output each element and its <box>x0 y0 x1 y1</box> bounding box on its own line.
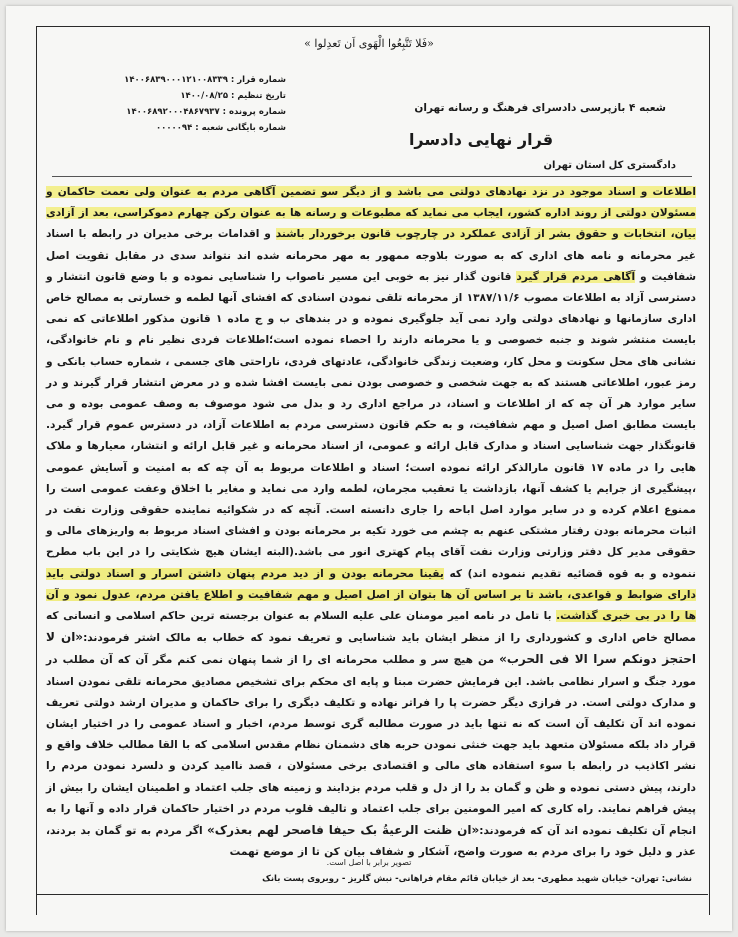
case-number: شماره پرونده : ۱۴۰۰۶۸۹۲۰۰۰۴۸۶۷۹۳۷ <box>126 107 286 117</box>
certified-copy-note: تصویر برابر با اصل است. <box>326 858 412 867</box>
body-text-segment: قانون گذار نیز به خوبی این مسیر ناصواب را شناسایی نموده و با وضع قانون انتشار و دسترسی آزاد به اطلاعات مصوب ۱۳۸۷/۱۱/۶ از محرمانه تلقی نمودن اسنادی که افشای آنها لطمه و خسارتی به مصالح خاص اداری سازمانها و نهادهای دولتی وارد نمی آید جلوگیری نموده و در بندهای ب و ج ماده ۱ قانون مذکور اطلاعاتی که نمی بایست منتشر شوند و جنبه خصوصی و یا محرمانه دارند را احصاء نموده است؛اطلاعات فردی نظیر نام و نام خانوادگی، نشانی های محل سکونت و محل کار، وضعیت زندگی خانوادگی، عادتهای فردی، ناراحتی های جسمی ، شماره حساب بانکی و رمز عبور، اطلاعاتی هستند که به جهت شخصی و خصوصی بودن نمی بایست افشا شده و در معرض انتشار قرار گیرند و در سایر موارد هر آن چه که از اطلاعات و اسناد، در مراجع اداری رد و بدل می شود موصوف به وصف عمومی بوده و می بایست مطابق اصل اصیل و مهم شفافیت، و به حکم قانون دسترسی مردم به اطلاعات آزاد، در دسترس عموم قرار گیرد. قانونگذار جهت شناسایی اسناد و مدارک قابل ارائه و عمومی، از اسناد محرمانه و غیر قابل ارائه و انتشار، معیارها و ملاک هایی را در ماده ۱۷ قانون مارالذکر ارائه نموده است؛ اسناد و اطلاعات مربوط به آن چه که به امنیت و آسایش عمومی ،پیشگیری از جرایم یا کشف آنها، بازداشت یا تعقیب مجرمان، لطمه وارد می نماید و مغایر با اخلاق وعفت عمومی است را ممنوع اعلام کرده و در سایر موارد اصل اباحه را جاری دانسته است. آنچه که در شکوائیه نماینده حقوقی وزارت نفت در اثبات محرمانه بودن رفتار مشتکی عنهم به چشم می خورد تکیه بر محرمانه بودن و افشای اسناد مربوط به واریزهای مالی و حقوقی مدیر کل دفتر وزارتی وزارت نفت آقای پیام کهتری انور می باشد.(البته ایشان هیچ شکایتی را در این باب مطرح ننموده و به قوه قضائیه تقدیم ننموده اند) که <box>46 270 696 580</box>
issue-date: تاریخ تنظیم : ۱۴۰۰/۰۸/۲۵ <box>180 91 286 101</box>
case-metadata <box>86 72 286 136</box>
document-title: قرار نهایی دادسرا <box>408 130 554 149</box>
branch-name: شعبه ۴ بازپرسی دادسرای فرهنگ و رسانه تهران <box>414 102 666 114</box>
decision-body <box>46 182 697 859</box>
header-divider <box>52 176 692 177</box>
body-text-segment: و اقدامات برخی مدیران در رابطه با اسناد غیر محرمانه و نامه های اداری که به صورت بلاوجه ممهور به مهر محرمانه شده اند نتواند سدی در مقابل تقویت اصل شفافیت و <box>46 228 696 283</box>
footer-divider <box>36 894 708 895</box>
hadith-quote: «ان ظنت الرعیةُ بک حیفا فاصحر لهم بعذرک» <box>207 823 480 838</box>
document-page <box>6 6 732 931</box>
court-name: دادگستری کل استان تهران <box>543 160 676 171</box>
hadith-quote: «ان لا احتجز دونکم سرا الا فی الحرب» <box>46 630 696 667</box>
decision-number: شماره قرار : ۱۴۰۰۶۸۳۹۰۰۰۱۲۱۰۰۸۳۳۹ <box>124 75 286 85</box>
highlighted-passage: یقینا محرمانه بودن و از دید مردم پنهان داشتن اسرار و اسناد دولتی باید دارای ضوابط و قواعدی، باشد تا بر اساس آن ها بتوان از اصل اصیل و مهم شفافیت و اطلاع یافتن مردم، عدول نمود و آن ها را در بی خبری گذاشت. <box>46 567 696 623</box>
court-address: نشانی: تهران- خیابان شهید مطهری- بعد از خیابان قائم مقام فراهانی- نبش گلریز - روبروی پست بانک <box>262 874 692 884</box>
body-text-segment: اگر مردم به تو گمان بد بردند، عذر و دلیل خود را برای مردم به صورت واضح، آشکار و شفاف بیان کن تا از موضع تهمت <box>46 825 696 859</box>
highlighted-passage: اطلاعات و اسناد موجود در نزد نهادهای دولتی می باشد و از دیگر سو تضمین آگاهی مردم به عنوان ولی نعمت حاکمان و مسئولان دولتی از روند اداره کشور، ایجاب می نماید که مطبوعات و رسانه ها به عنوان رکن چهارم دموکراسی، بعد از آزادی بیان، انتخابات و حقوق بشر از آزادی عملکرد در چارچوب قانون برخوردار باشند <box>46 186 696 241</box>
body-text-segment: من هیچ سر و مطلب محرمانه ای را از شما پنهان نمی کنم مگر آن که آن مطلب در مورد جنگ و اسرار نظامی باشد. این فرمایش حضرت مبنا و پایه ای محکم برای تشخیص مصادیق محرمانه تلقی نمودن اسناد و مدارک دولتی است. در فرازی دیگر حضرت پا را فراتر نهاده و تکلیف دیگری را برای حاکمان و مدیران ارشد دولتی تعریف نموده اند آن تکلیف آن است که نه تنها باید در صورت مطالبه گری توسط مردم، اخبار و اسناد عمومی را در اختیار ایشان قرار داد بلکه مسئولان متعهد باید جهت خنثی نمودن حربه های دشمنان نظام مقدس اسلامی که با القا مطالب خلاف واقع و نشر اکاذیب در رابطه با سوء استفاده های مالی و اقتصادی برخی مسئولان ، قصد ناامید کردن و دلسرد نمودن مردم را دارند، پیش دستی نموده و ظن و گمان بد را از دل و قلب مردم بزدایند و زمینه های جلب اعتماد و اطمینان ایشان را بیش از پیش فراهم نمایند. راه کاری که امیر المومنین برای جلب اعتماد و تالیف قلوب مردم در اختیار حاکمان قرار داده و آنها را به انجام آن تکلیف نموده اند آن که فرمودند: <box>46 654 697 838</box>
highlighted-passage: آگاهی مردم قرار گیرد <box>516 270 636 283</box>
body-text-segment: با تامل در نامه امیر مومنان علی علیه السلام به عنوان برجسته ترین حاکم اسلامی و انسانی که مصالح خاص اداری و کشورداری را از منظر ایشان باید شناسایی و تعریف نمود که خطاب به مالک اشتر فرمودند: <box>46 610 696 645</box>
quran-motto: «فَلا تَتَّبِعُوا الْهَوى اَن تَعدِلوا » <box>304 37 434 50</box>
archive-number: شماره بایگانی شعبه : ۰۰۰۰۰۹۴ <box>155 123 286 133</box>
